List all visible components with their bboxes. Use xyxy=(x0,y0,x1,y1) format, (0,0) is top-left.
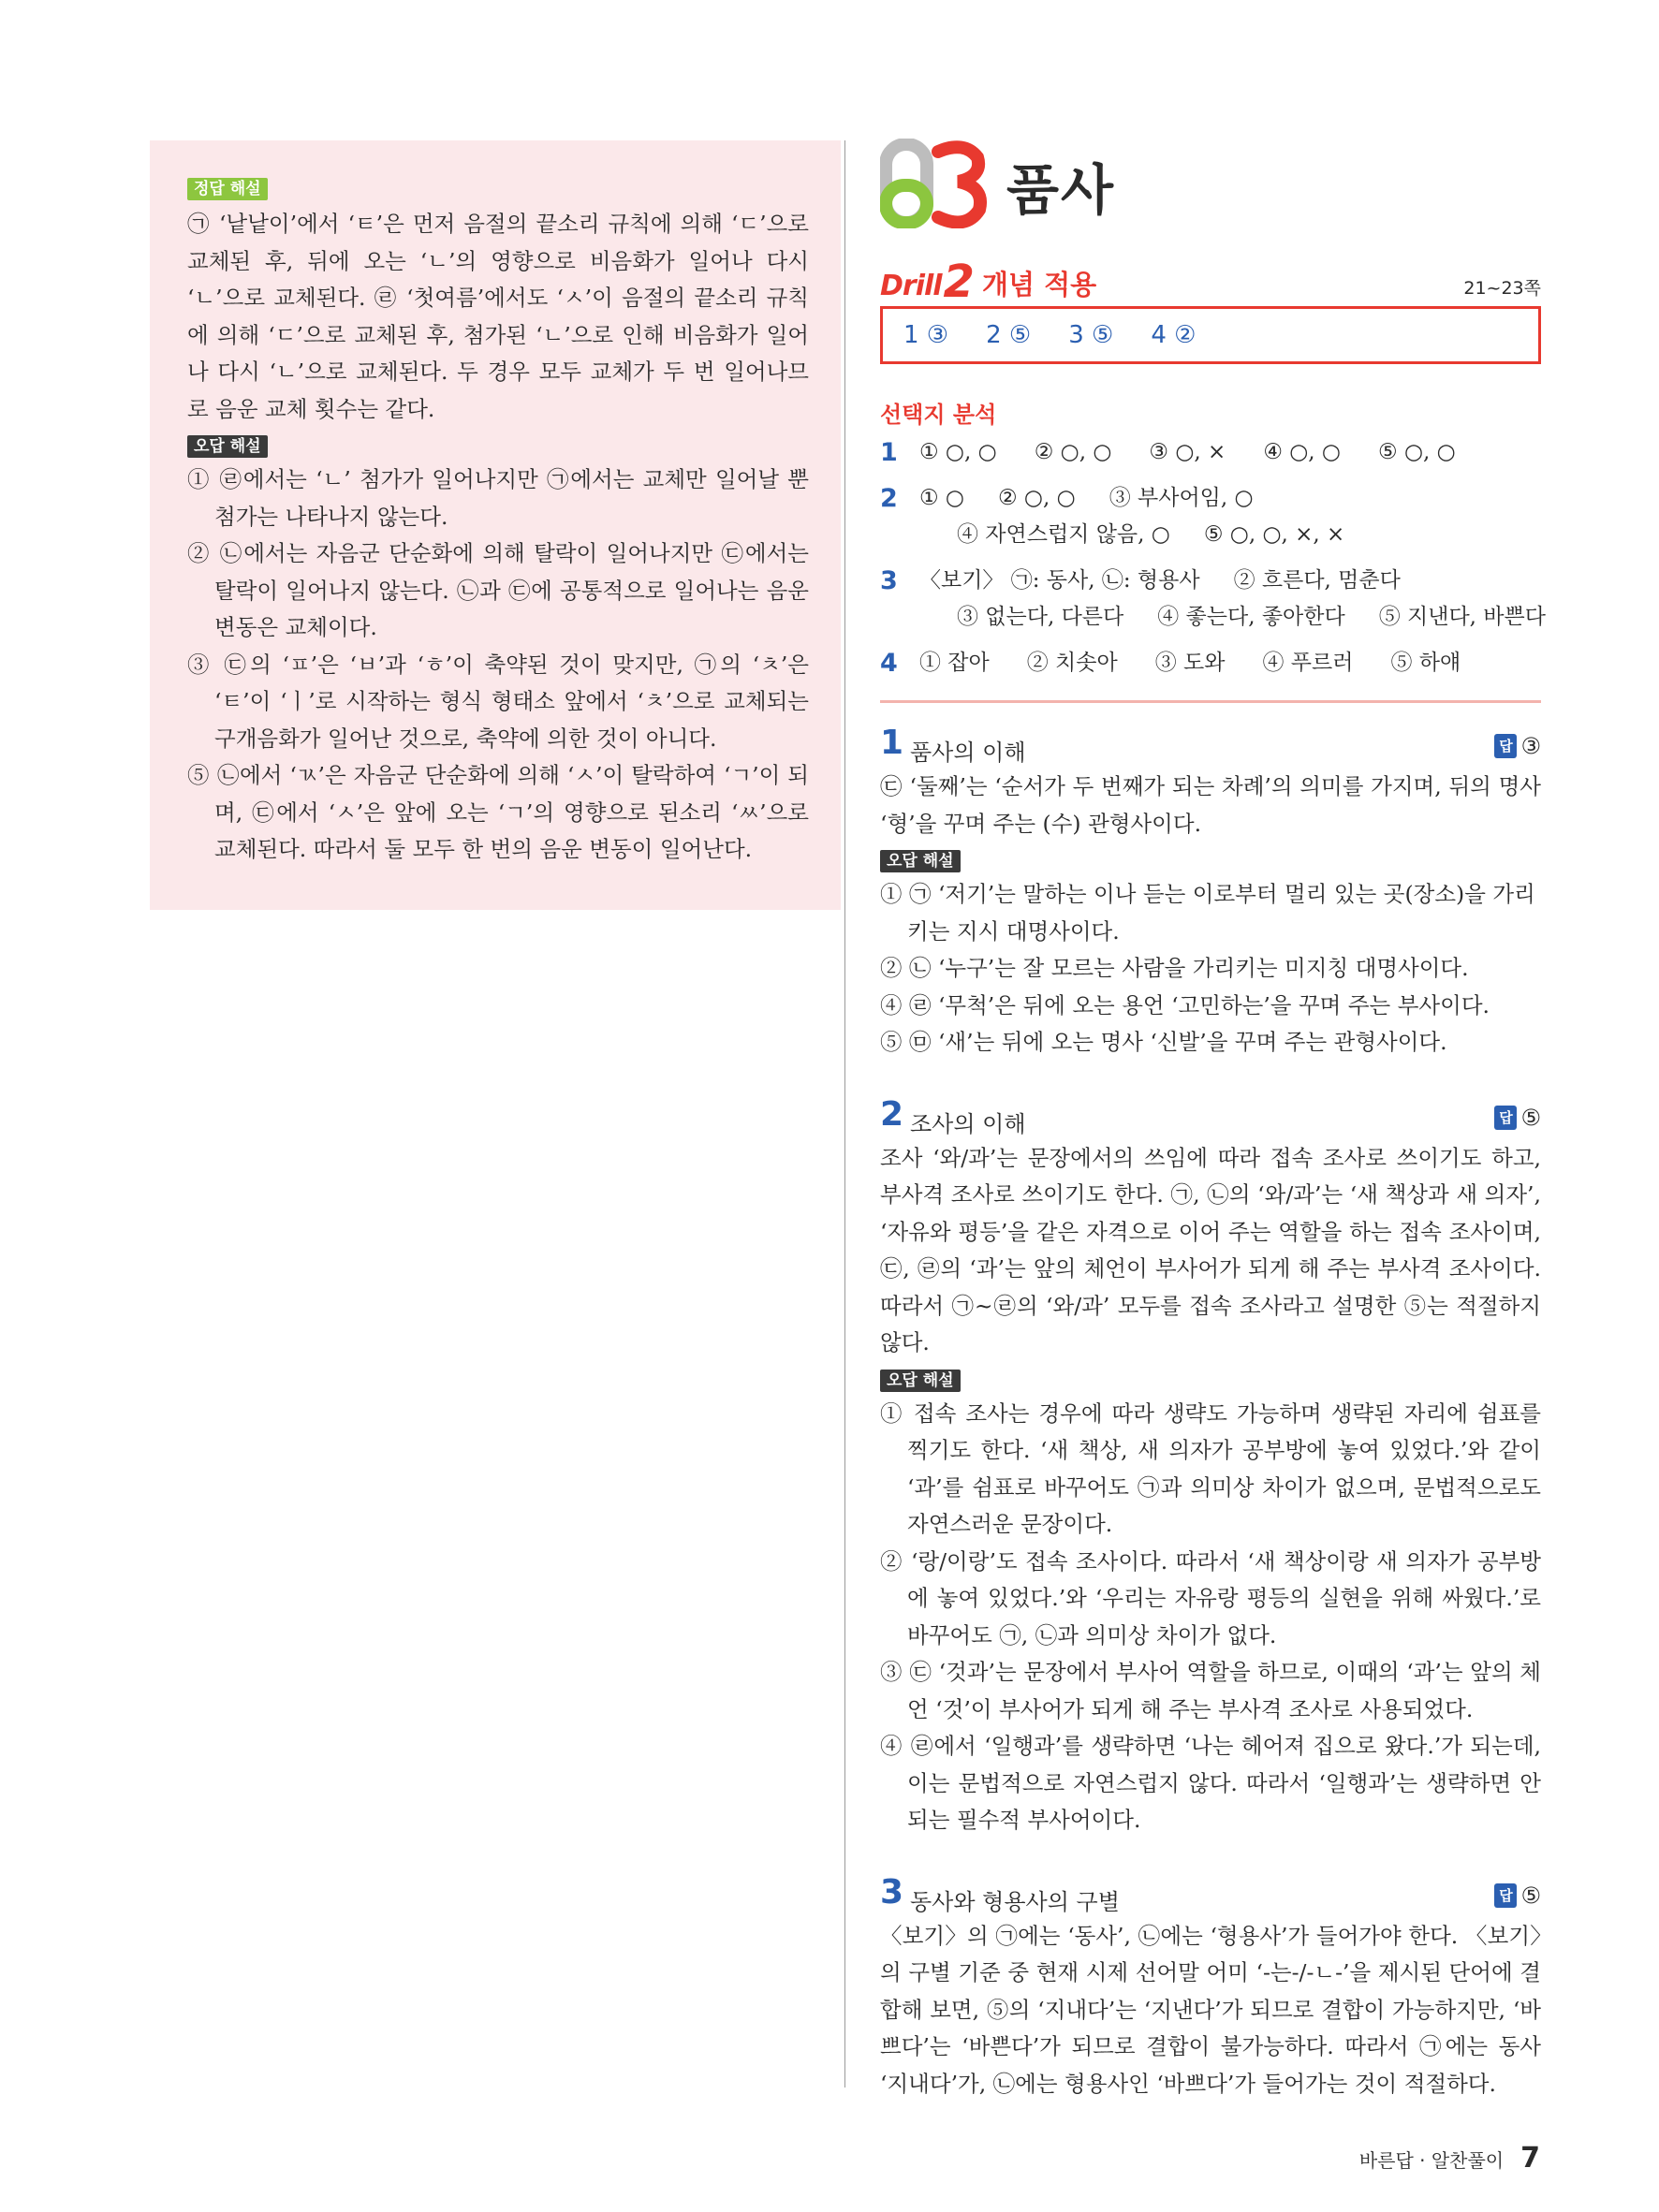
wrong-item: ⑤ ㉡에서 ‘ㄳ’은 자음군 단순화에 의해 ‘ㅅ’이 탈락하여 ‘ㄱ’이 되며, ㉢에서 ‘ㅅ’은 앞에 오는 ‘ㄱ’의 영향으로 된소리 ‘ㅆ’으로 교체된다. 따라서 둘 모두 한 번의 음운 변동이 일어난다. xyxy=(187,762,809,862)
answer-value: ③ xyxy=(1520,733,1541,759)
analysis-choice: ④ 좋는다, 좋아한다 xyxy=(1157,605,1345,629)
answer-badge: 답 xyxy=(1494,1883,1517,1908)
analysis-choice: ② ○, ○ xyxy=(998,486,1076,510)
section-answer xyxy=(1494,1105,1541,1131)
analysis-choice: ③ ○, × xyxy=(1149,440,1226,464)
wrong-item: ③ ㉢ ‘것과’는 문장에서 부사어 역할을 하므로, 이때의 ‘과’는 앞의 체언 ‘것’이 부사어가 되게 해 주는 부사격 조사로 사용되었다. xyxy=(880,1659,1541,1722)
analysis-choice: ⑤ 지낸다, 바쁜다 xyxy=(1378,605,1546,629)
analysis-row xyxy=(880,645,1541,681)
answer-explanation-tag: 정답 해설 xyxy=(187,178,268,200)
analysis-choice: ⑤ 하얘 xyxy=(1390,651,1461,675)
wrong-explanation-tag: 오답 해설 xyxy=(880,1370,961,1392)
wrong-item: ② ‘랑/이랑’도 접속 조사이다. 따라서 ‘새 책상이랑 새 의자가 공부방에 놓여 있었다.’와 ‘우리는 자유랑 평등의 실현을 위해 싸웠다.’로 바꾸어도 ㉠, ㉡과 의미상 차이가 없다. xyxy=(880,1547,1541,1648)
wrong-item: ② ㉡ ‘누구’는 잘 모르는 사람을 가리키는 미지칭 대명사이다. xyxy=(880,955,1469,981)
answer-explanation-text: ㉠ ‘낱낱이’에서 ‘ㅌ’은 먼저 음절의 끝소리 규칙에 의해 ‘ㄷ’으로 교체된 후, 뒤에 오는 ‘ㄴ’의 영향으로 비음화가 일어나 다시 ‘ㄴ’으로 교체된다. ㉣ ‘첫여름’에서도 ‘ㅅ’이 음절의 끝소리 규칙에 의해 ‘ㄷ’으로 교체된 후, 첨가된 ‘ㄴ’으로 인해 비음화가 일어나 다시 ‘ㄴ’으로 교체된다. 두 경우 모두 교체가 두 번 일어나므로 음운 교체 횟수는 같다. xyxy=(187,211,809,422)
analysis-row-number: 2 xyxy=(880,484,898,513)
footer-label: 바른답 · 알찬풀이 xyxy=(1358,2149,1505,2172)
section-number: 2 xyxy=(880,1094,904,1134)
section-number: 1 xyxy=(880,724,904,762)
wrong-item: ② ㉡에서는 자음군 단순화에 의해 탈락이 일어나지만 ㉢에서는 탈락이 일어나지 않는다. ㉡과 ㉢에 공통적으로 일어나는 음운 변동은 교체이다. xyxy=(187,540,809,640)
question-section-3 xyxy=(880,1872,1541,2103)
analysis-choice: ⑤ ○, ○ xyxy=(1378,440,1456,464)
drill-subtitle: 개념 적용 xyxy=(981,269,1097,300)
analysis-choice: ③ 없는다, 다른다 xyxy=(957,605,1124,629)
question-section-2 xyxy=(880,1094,1541,1839)
wrong-explanation-list xyxy=(187,461,809,869)
wrong-explanation-tag: 오답 해설 xyxy=(880,850,961,872)
chapter-header xyxy=(880,131,1541,239)
choice-analysis-title: 선택지 분석 xyxy=(880,402,997,428)
section-divider xyxy=(880,700,1541,703)
answer-badge: 답 xyxy=(1494,734,1517,758)
section-body: ㉢ ‘둘째’는 ‘순서가 두 번째가 되는 차례’의 의미를 가지며, 뒤의 명사 ‘형’을 꾸며 주는 (수) 관형사이다. xyxy=(880,773,1541,837)
wrong-item: ① 접속 조사는 경우에 따라 생략도 가능하며 생략된 자리에 쉼표를 찍기도 한다. ‘새 책상, 새 의자가 공부방에 놓여 있었다.’와 같이 ‘과’를 쉼표로 바꾸어도 ㉠과 의미상 차이가 없으며, 문법적으로도 자연스러운 문장이다. xyxy=(880,1399,1541,1537)
right-column xyxy=(880,131,1546,2102)
section-body: 〈보기〉의 ㉠에는 ‘동사’, ㉡에는 ‘형용사’가 들어가야 한다. 〈보기〉의 구별 기준 중 현재 시제 선어말 어미 ‘-는-/-ㄴ-’을 제시된 단어에 결합해 보면, ⑤의 ‘지내다’는 ‘지낸다’가 되므로 결합이 가능하지만, ‘바쁘다’는 ‘바쁜다’가 되므로 결합이 불가능하다. 따라서 ㉠에는 동사 ‘지내다’가, ㉡에는 형용사인 ‘바쁘다’가 들어가는 것이 적절하다. xyxy=(880,1922,1541,2097)
analysis-row xyxy=(880,563,1546,636)
question-section-1 xyxy=(880,724,1541,1062)
wrong-item: ① ㉠ ‘저기’는 말하는 이나 듣는 이로부터 멀리 있는 곳(장소)을 가리키는 지시 대명사이다. xyxy=(880,881,1535,945)
analysis-choice: ④ ○, ○ xyxy=(1263,440,1342,464)
page-footer xyxy=(1359,2142,1540,2175)
section-number: 3 xyxy=(880,1872,904,1912)
wrong-explanation-tag: 오답 해설 xyxy=(187,435,268,458)
analysis-row-number: 3 xyxy=(880,566,898,595)
explanation-box xyxy=(150,140,841,910)
analysis-row-number: 4 xyxy=(880,649,898,678)
analysis-choice: ③ 도와 xyxy=(1154,651,1226,675)
wrong-item: ④ ㉣ ‘무척’은 뒤에 오는 용언 ‘고민하는’을 꾸며 주는 부사이다. xyxy=(880,991,1490,1018)
answer-badge: 답 xyxy=(1494,1106,1517,1130)
answer-item: 2 ⑤ xyxy=(986,321,1032,349)
drill-number: 2 xyxy=(943,256,975,308)
analysis-choice: ⑤ ○, ○, ×, × xyxy=(1203,522,1345,547)
analysis-choice: ③ 부사어임, ○ xyxy=(1108,486,1254,510)
answer-item: 4 ② xyxy=(1151,321,1197,349)
column-divider xyxy=(844,140,845,2087)
answer-summary-box xyxy=(880,306,1541,364)
answer-value: ⑤ xyxy=(1520,1882,1541,1909)
wrong-item: ⑤ ㉤ ‘새’는 뒤에 오는 명사 ‘신발’을 꾸며 주는 관형사이다. xyxy=(880,1029,1447,1055)
section-body: 조사 ‘와/과’는 문장에서의 쓰임에 따라 접속 조사로 쓰이기도 하고, 부사격 조사로 쓰이기도 한다. ㉠, ㉡의 ‘와/과’는 ‘새 책상과 새 의자’, ‘자유와 평등’을 같은 자격으로 이어 주는 역할을 하는 접속 조사이며, ㉢, ㉣의 ‘과’는 앞의 체언이 부사어가 되게 해 주는 부사격 조사이다. 따라서 ㉠~㉣의 ‘와/과’ 모두를 접속 조사라고 설명한 ⑤는 적절하지 않다. xyxy=(880,1144,1541,1355)
analysis-choice: ① ○, ○ xyxy=(919,440,997,464)
drill-pages: 21~23쪽 xyxy=(1463,278,1541,299)
analysis-choice: ② 치솟아 xyxy=(1026,651,1118,675)
answer-item: 1 ③ xyxy=(903,321,949,349)
analysis-choice: ② ○, ○ xyxy=(1034,440,1112,464)
analysis-row xyxy=(880,434,1541,471)
analysis-choice: 〈보기〉 ㉠: 동사, ㉡: 형용사 xyxy=(919,568,1200,593)
analysis-row-number: 1 xyxy=(880,438,898,467)
drill-logo xyxy=(880,256,1097,308)
page-number: 7 xyxy=(1520,2142,1540,2175)
chapter-title: 품사 xyxy=(1006,158,1116,222)
section-answer xyxy=(1494,1882,1541,1909)
section-title: 동사와 형용사의 구별 xyxy=(910,1888,1120,1915)
analysis-choice: ④ 자연스럽지 않음, ○ xyxy=(957,522,1170,547)
section-title: 조사의 이해 xyxy=(910,1110,1026,1137)
analysis-row xyxy=(880,480,1541,553)
wrong-item: ① ㉣에서는 ‘ㄴ’ 첨가가 일어나지만 ㉠에서는 교체만 일어날 뿐 첨가는 나타나지 않는다. xyxy=(187,466,809,530)
section-title: 품사의 이해 xyxy=(910,740,1026,766)
analysis-choice: ① 잡아 xyxy=(919,651,990,675)
chapter-number-graphic xyxy=(880,139,989,228)
analysis-choice: ① ○ xyxy=(919,486,964,510)
answer-value: ⑤ xyxy=(1520,1104,1541,1131)
drill-word: Drill xyxy=(880,270,942,302)
wrong-item: ③ ㉢의 ‘ㅍ’은 ‘ㅂ’과 ‘ㅎ’이 축약된 것이 맞지만, ㉠의 ‘ㅊ’은 ‘ㅌ’이 ‘ㅣ’로 시작하는 형식 형태소 앞에서 ‘ㅊ’으로 교체되는 구개음화가 일어난 것으로, 축약에 의한 것이 아니다. xyxy=(187,651,809,752)
drill-header xyxy=(880,256,1541,308)
answer-item: 3 ⑤ xyxy=(1068,321,1114,349)
analysis-choice: ② 흐른다, 멈춘다 xyxy=(1233,568,1401,593)
analysis-choice: ④ 푸르러 xyxy=(1262,651,1354,675)
choice-analysis xyxy=(880,434,1546,681)
section-answer xyxy=(1494,733,1541,759)
wrong-item: ④ ㉣에서 ‘일행과’를 생략하면 ‘나는 헤어져 집으로 왔다.’가 되는데, 이는 문법적으로 자연스럽지 않다. 따라서 ‘일행과’는 생략하면 안 되는 필수적 부사어이다. xyxy=(880,1733,1541,1833)
